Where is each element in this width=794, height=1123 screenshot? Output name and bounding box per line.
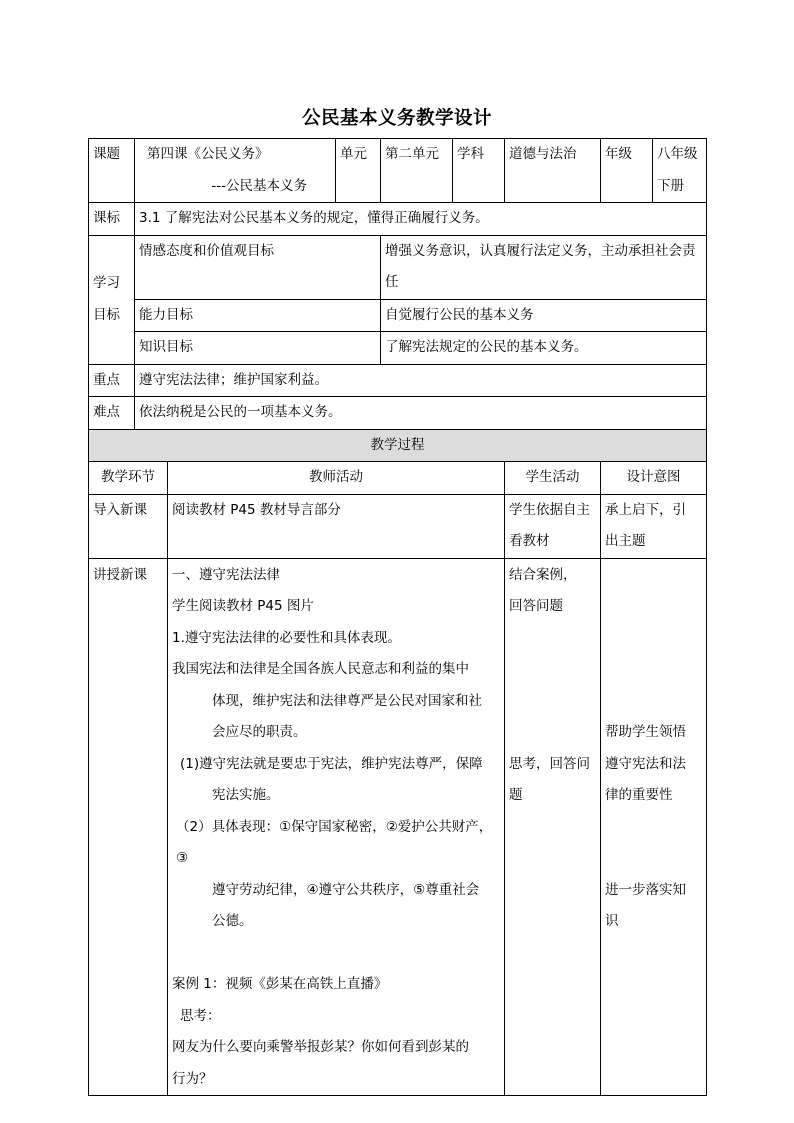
goal-text: 了解宪法规定的公民的基本义务。 — [381, 332, 707, 365]
standard-label: 课标 — [89, 203, 135, 236]
col-stage: 教学环节 — [89, 462, 168, 495]
goal-text: 增强义务意识，认真履行法定义务，主动承担社会责任 — [381, 235, 707, 299]
subject-value: 道德与法治 — [505, 139, 601, 203]
header-row — [89, 139, 707, 203]
lecture-row — [89, 558, 707, 1096]
intro-teacher: 阅读教材 P45 教材导言部分 — [168, 494, 505, 558]
lecture-stage: 讲授新课 — [89, 558, 168, 1096]
goal-row — [89, 235, 707, 299]
page-title: 公民基本义务教学设计 — [301, 108, 492, 129]
unit-value: 第二单元 — [381, 139, 453, 203]
col-teacher: 教师活动 — [168, 462, 505, 495]
grade-label: 年级 — [601, 139, 653, 203]
topic-label: 课题 — [89, 139, 135, 203]
process-columns-row — [89, 462, 707, 495]
lecture-teacher: 一、遵守宪法法律 学生阅读教材 P45 图片 1.遵守宪法法律的必要性和具体表现。 我国宪法和法律是全国各族人民意志和利益的集中 体现，维护宪法和法律尊严是公民对国家和社 会应尽的职责。 (1)遵守宪法就是要忠于宪法，维护宪法尊严，保障 宪法实施。 （2）具体表现：①保守国家秘密，②爱护公共财产，③ 遵守劳动纪律，④遵守公共秩序，⑤尊重社会 公德。 案例 1：视频《彭某在高铁上直播》 思考： 网友为什么要向乘警举报彭某？你如何看到彭某的 行为？ — [168, 558, 505, 1096]
grade-value: 八年级 下册 — [653, 139, 707, 203]
intro-stage: 导入新课 — [89, 494, 168, 558]
key-point-row — [89, 364, 707, 397]
unit-label: 单元 — [336, 139, 381, 203]
subject-label: 学科 — [453, 139, 505, 203]
intro-row — [89, 494, 707, 558]
goal-text: 自觉履行公民的基本义务 — [381, 299, 707, 332]
key-point-label: 重点 — [89, 364, 135, 397]
standard-row — [89, 203, 707, 236]
lesson-plan-table — [88, 138, 707, 1096]
standard-text: 3.1 了解宪法对公民基本义务的规定，懂得正确履行义务。 — [135, 203, 707, 236]
intro-student: 学生依据自主 看教材 — [505, 494, 601, 558]
goal-row — [89, 332, 707, 365]
key-point-text: 遵守宪法法律；维护国家利益。 — [135, 364, 707, 397]
difficulty-text: 依法纳税是公民的一项基本义务。 — [135, 397, 707, 430]
goal-name: 能力目标 — [135, 299, 381, 332]
goal-name: 情感态度和价值观目标 — [135, 235, 381, 299]
difficulty-label: 难点 — [89, 397, 135, 430]
goals-label: 学习 目标 — [89, 235, 135, 364]
difficulty-row — [89, 397, 707, 430]
goal-name: 知识目标 — [135, 332, 381, 365]
topic-value: 第四课《公民义务》 ---公民基本义务 — [135, 139, 336, 203]
lecture-student: 结合案例， 回答问题 思考，回答问 题 — [505, 558, 601, 1096]
goal-row — [89, 299, 707, 332]
intro-design: 承上启下，引 出主题 — [601, 494, 707, 558]
col-design: 设计意图 — [601, 462, 707, 495]
lecture-design: 帮助学生领悟 遵守宪法和法 律的重要性 进一步落实知 识 — [601, 558, 707, 1096]
process-heading: 教学过程 — [89, 429, 707, 462]
process-heading-row — [89, 429, 707, 462]
col-student: 学生活动 — [505, 462, 601, 495]
